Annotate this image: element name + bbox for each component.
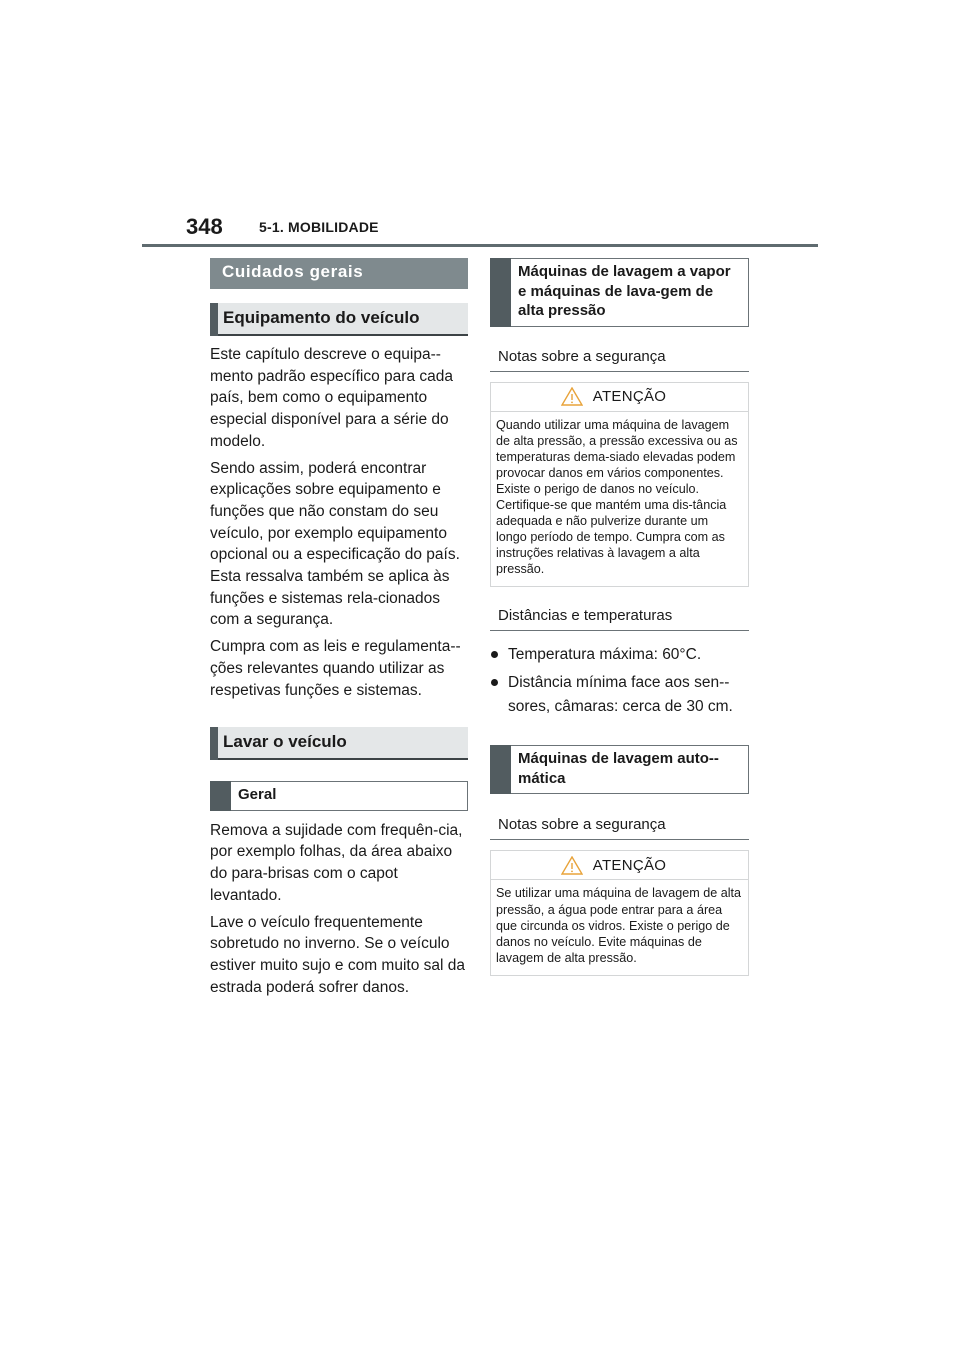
warning-triangle-icon xyxy=(561,387,583,406)
notes-heading: Notas sobre a segurança xyxy=(490,816,749,840)
subsection-heading-equipamento: Equipamento do veículo xyxy=(210,303,468,336)
header-rule xyxy=(142,244,818,247)
lavar-text xyxy=(210,820,468,999)
notes-heading: Notas sobre a segurança xyxy=(490,348,749,372)
warning-title xyxy=(491,383,748,412)
page-number: 348 xyxy=(186,214,223,239)
chapter-title: 5-1. MOBILIDADE xyxy=(259,219,379,235)
warning-box xyxy=(490,382,749,588)
distances-heading: Distâncias e temperaturas xyxy=(490,607,749,631)
box-heading-geral: Geral xyxy=(210,781,468,811)
list-item: Distância mínima face aos sen-sores, câmaras: cerca de 30 cm. xyxy=(490,671,749,719)
bullet-list xyxy=(490,643,749,719)
paragraph: Este capítulo descreve o equipa-mento padrão específico para cada país, bem como o equipamento especial disponível para a série do modelo. xyxy=(210,346,453,450)
section-heading-cuidados-gerais: Cuidados gerais xyxy=(210,258,468,289)
paragraph: Sendo assim, poderá encontrar explicações sobre equipamento e funções que não constam do seu veículo, por exemplo equipamento opcional ou a especificação do país. Esta ressalva também se aplica às funções e sistemas rela-cionados com a segurança. xyxy=(210,459,460,629)
right-column xyxy=(490,258,749,976)
warning-box xyxy=(490,850,749,975)
left-column xyxy=(210,258,468,998)
warning-title-label: ATENÇÃO xyxy=(592,856,667,874)
warning-text: Quando utilizar uma máquina de lavagem de alta pressão, a pressão excessiva ou as temperaturas dema-siado elevadas podem provocar danos em vários componentes. Existe o perigo de danos no veículo. Certifique-se que mantém uma dis-tância adequada e não pulverize durante um longo período de tempo. Cumpra com as instruções relativas à lavagem a alta pressão. xyxy=(496,417,738,577)
paragraph: Remova a sujidade com frequên-cia, por exemplo folhas, da área abaixo do para-brisas com o capot levantado. xyxy=(210,821,463,904)
paragraph: Cumpra com as leis e regulamenta-ções relevantes quando utilizar as respetivas funções e sistemas. xyxy=(210,638,461,699)
subsection-heading-lavar: Lavar o veículo xyxy=(210,727,468,760)
warning-triangle-icon xyxy=(561,856,583,875)
box-heading-alta-pressao: Máquinas de lavagem a vapor e máquinas de lava-gem de alta pressão xyxy=(490,258,749,327)
box-heading-automatica: Máquinas de lavagem auto-mática xyxy=(490,745,749,794)
paragraph: Lave o veículo frequentemente sobretudo no inverno. Se o veículo estiver muito sujo e com muito sal da estrada poderá sofrer danos. xyxy=(210,913,465,996)
warning-title-label: ATENÇÃO xyxy=(592,388,667,405)
warning-text: Se utilizar uma máquina de lavagem de alta pressão, a água pode entrar para a área que circunda os vidros. Existe o perigo de danos no veículo. Evite máquinas de lavagem de alta pressão. xyxy=(496,886,742,965)
equipamento-text xyxy=(210,344,468,701)
warning-title xyxy=(491,851,748,880)
list-item: Temperatura máxima: 60°C. xyxy=(490,643,749,667)
